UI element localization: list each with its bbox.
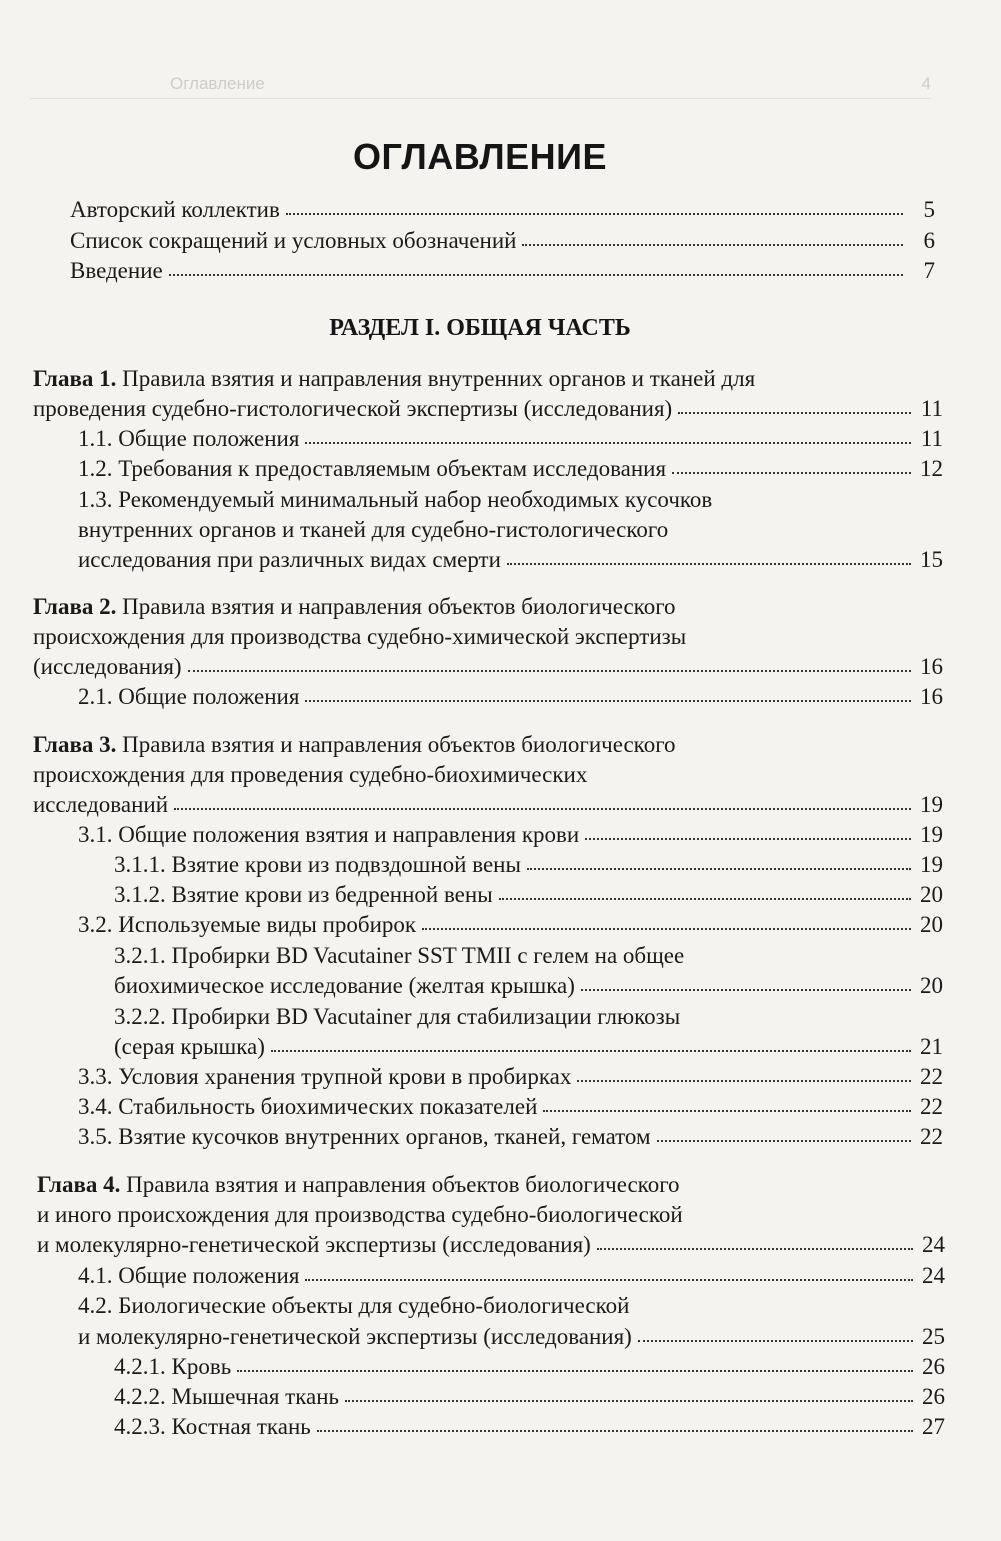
toc-entry-text: проведения судебно-гистологической экспертизы (исследования)	[33, 396, 673, 421]
toc-entry[interactable]	[78, 454, 943, 484]
dot-leader	[188, 650, 911, 672]
toc-entry[interactable]	[78, 910, 943, 940]
toc-entry-text: 3.1.1. Взятие крови из подвздошной вены	[114, 852, 521, 877]
toc-entry-text: Правила взятия и направления объектов биологического	[122, 594, 676, 619]
toc-entry-text: и иного происхождения для производства судебно-биологической	[37, 1202, 683, 1227]
toc-entry-page: 22	[920, 1124, 943, 1149]
toc-entry[interactable]	[78, 424, 943, 454]
toc-entry-text: биохимическое исследование (желтая крышка)	[114, 973, 575, 998]
toc-entry-text: происхождения для производства судебно-химической экспертизы	[33, 624, 687, 649]
toc-entry[interactable]	[70, 256, 935, 286]
toc-entry-text: Правила взятия и направления внутренних органов и тканей для	[122, 366, 756, 391]
running-header-title: Оглавление	[170, 74, 265, 93]
dot-leader	[527, 848, 911, 870]
dot-leader	[305, 1259, 913, 1281]
toc-entry-text: исследования при различных видах смерти	[78, 547, 501, 572]
toc-entry-page: 20	[920, 882, 943, 907]
dot-leader	[422, 908, 911, 930]
dot-leader	[271, 1030, 911, 1052]
dot-leader	[169, 254, 903, 276]
dot-leader	[305, 680, 911, 702]
chapter-label: Глава 4.	[37, 1172, 121, 1197]
toc-entry-text: 3.2.2. Пробирки BD Vacutainer для стабилизации глюкозы	[114, 1004, 681, 1029]
toc-entry-page: 11	[920, 396, 943, 421]
dot-leader	[317, 1410, 913, 1432]
toc-entry-page: 6	[923, 228, 935, 253]
toc-entry-text: 3.2. Используемые виды пробирок	[78, 912, 417, 937]
dot-leader	[581, 969, 911, 991]
toc-entry-page: 19	[920, 822, 943, 847]
toc-entry-text: 3.1.2. Взятие крови из бедренной вены	[114, 882, 493, 907]
toc-entry[interactable]	[37, 1200, 945, 1230]
toc-entry-text: 4.2. Биологические объекты для судебно-биологической	[78, 1293, 630, 1318]
toc-entry[interactable]	[78, 1092, 943, 1122]
toc-title: ОГЛАВЛЕНИЕ	[352, 136, 608, 177]
toc-entry-text: исследований	[33, 792, 169, 817]
toc-entry-text: 3.5. Взятие кусочков внутренних органов, тканей, гематом	[78, 1124, 651, 1149]
toc-entry-text: (исследования)	[33, 654, 182, 679]
toc-entry-page: 25	[922, 1324, 945, 1349]
toc-entry-page: 22	[920, 1094, 943, 1119]
toc-entry[interactable]	[78, 1322, 945, 1352]
dot-leader	[507, 543, 911, 565]
toc-entry[interactable]	[78, 682, 943, 712]
dot-leader	[638, 1320, 913, 1342]
toc-entry-page: 15	[920, 547, 943, 572]
toc-entry[interactable]	[114, 941, 943, 971]
dot-leader	[672, 452, 911, 474]
toc-entry-page: 16	[920, 654, 943, 679]
dot-leader	[577, 1060, 911, 1082]
toc-entry-text: 2.1. Общие положения	[78, 684, 300, 709]
dot-leader	[237, 1350, 913, 1372]
toc-entry-text: 4.2.3. Костная ткань	[114, 1414, 311, 1439]
toc-entry-text: и молекулярно-генетической экспертизы (исследования)	[37, 1232, 591, 1257]
running-header-page-number: 4	[921, 74, 931, 93]
toc-entry-text: 1.1. Общие положения	[78, 426, 300, 451]
toc-entry[interactable]	[114, 880, 943, 910]
toc-entry-text: 3.3. Условия хранения трупной крови в пробирках	[78, 1064, 572, 1089]
toc-entry[interactable]	[33, 760, 943, 790]
toc-entry-page: 7	[923, 258, 935, 283]
dot-leader	[174, 788, 911, 810]
dot-leader	[543, 1090, 911, 1112]
toc-entry[interactable]	[114, 1032, 943, 1062]
toc-entry-text: происхождения для проведения судебно-биохимических	[33, 762, 588, 787]
toc-entry[interactable]	[114, 1412, 945, 1442]
toc-entry[interactable]	[78, 1062, 943, 1092]
toc-entry-page: 11	[920, 426, 943, 451]
toc-entry-page: 21	[920, 1034, 943, 1059]
toc-entry[interactable]	[37, 1230, 945, 1260]
toc-entry[interactable]	[114, 850, 943, 880]
toc-entry-text: Правила взятия и направления объектов биологического	[122, 732, 676, 757]
chapter-label: Глава 1.	[33, 366, 117, 391]
toc-entry-text: 3.4. Стабильность биохимических показателей	[78, 1094, 538, 1119]
toc-entry-text: Список сокращений и условных обозначений	[70, 228, 517, 253]
dot-leader	[678, 392, 911, 414]
toc-entry[interactable]	[70, 226, 935, 256]
toc-entry-text: 3.1. Общие положения взятия и направления крови	[78, 822, 580, 847]
toc-entry[interactable]	[78, 1261, 945, 1291]
toc-entry-text: 4.2.1. Кровь	[114, 1354, 232, 1379]
toc-entry[interactable]	[78, 485, 943, 515]
chapter-label: Глава 2.	[33, 594, 117, 619]
toc-entry-page: 20	[920, 973, 943, 998]
toc-entry[interactable]	[33, 652, 943, 682]
dot-leader	[286, 193, 903, 215]
toc-entry-text: 3.2.1. Пробирки BD Vacutainer SST TMII с гелем на общее	[114, 943, 685, 968]
toc-entry-page: 24	[922, 1263, 945, 1288]
toc-entry[interactable]	[78, 515, 943, 545]
dot-leader	[522, 224, 903, 246]
toc-entry[interactable]	[78, 1291, 945, 1321]
dot-leader	[657, 1120, 911, 1142]
toc-entry-page: 26	[922, 1354, 945, 1379]
dot-leader	[305, 422, 911, 444]
toc-entry-page: 19	[920, 852, 943, 877]
dot-leader	[585, 818, 911, 840]
toc-entry[interactable]	[70, 195, 935, 225]
toc-entry[interactable]	[33, 394, 943, 424]
toc-entry-page: 19	[920, 792, 943, 817]
dot-leader	[597, 1228, 913, 1250]
toc-entry[interactable]	[33, 622, 943, 652]
dot-leader	[345, 1380, 913, 1402]
dot-leader	[499, 878, 911, 900]
toc-entry-text: 4.1. Общие положения	[78, 1263, 300, 1288]
toc-entry-page: 16	[920, 684, 943, 709]
toc-entry[interactable]	[114, 1002, 943, 1032]
toc-entry-text: и молекулярно-генетической экспертизы (исследования)	[78, 1324, 632, 1349]
toc-entry-page: 20	[920, 912, 943, 937]
toc-entry-text: Введение	[70, 258, 163, 283]
toc-entry[interactable]	[114, 1382, 945, 1412]
toc-entry-page: 12	[920, 456, 943, 481]
toc-chapter-heading[interactable]	[33, 592, 943, 622]
toc-entry-page: 24	[922, 1232, 945, 1257]
toc-entry-text: 1.3. Рекомендуемый минимальный набор необходимых кусочков	[78, 487, 713, 512]
toc-entry-page: 27	[922, 1414, 945, 1439]
toc-entry[interactable]	[114, 971, 943, 1001]
toc-entry[interactable]	[78, 545, 943, 575]
section-title: РАЗДЕЛ I. ОБЩАЯ ЧАСТЬ	[329, 315, 631, 341]
toc-entry-text: Правила взятия и направления объектов биологического	[126, 1172, 680, 1197]
toc-chapter-heading[interactable]	[33, 730, 943, 760]
chapter-label: Глава 3.	[33, 732, 117, 757]
toc-entry-page: 5	[923, 197, 935, 222]
toc-entry-text: 1.2. Требования к предоставляемым объектам исследования	[78, 456, 667, 481]
toc-entry[interactable]	[78, 820, 943, 850]
toc-entry[interactable]	[33, 790, 943, 820]
toc-entry-text: (серая крышка)	[114, 1034, 265, 1059]
toc-entry-text: 4.2.2. Мышечная ткань	[114, 1384, 340, 1409]
toc-entry-page: 22	[920, 1064, 943, 1089]
toc-entry-text: Авторский коллектив	[70, 197, 280, 222]
toc-entry-text: внутренних органов и тканей для судебно-гистологического	[78, 517, 669, 542]
toc-entry[interactable]	[78, 1122, 943, 1152]
toc-entry[interactable]	[114, 1352, 945, 1382]
toc-chapter-heading[interactable]	[37, 1170, 945, 1200]
toc-entry-page: 26	[922, 1384, 945, 1409]
toc-chapter-heading[interactable]	[33, 364, 943, 394]
